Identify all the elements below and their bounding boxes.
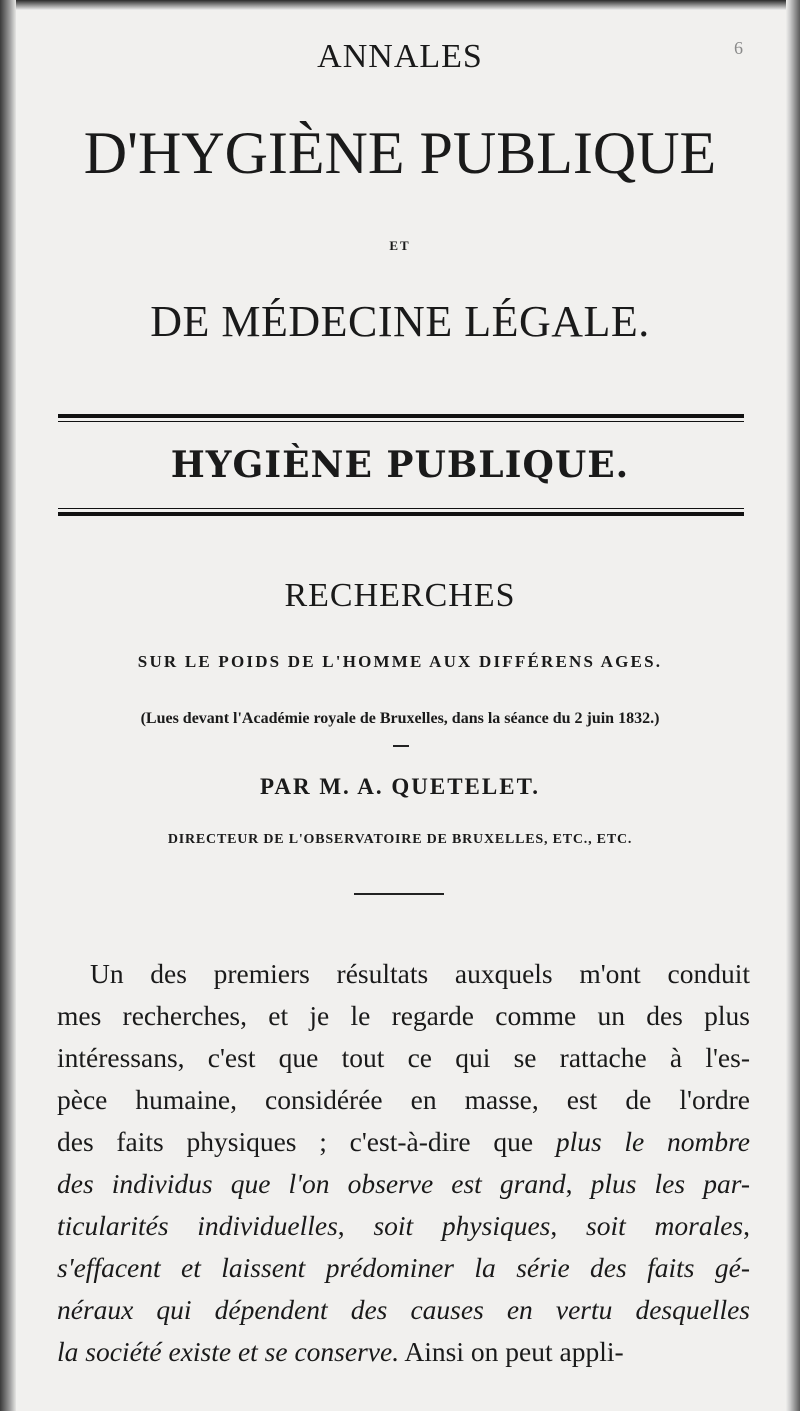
- journal-title-sub: DE MÉDECINE LÉGALE.: [150, 297, 650, 346]
- body-text-run: des faits physiques ; c'est-à-dire que: [57, 1126, 556, 1157]
- author-name: PAR M. A. QUETELET.: [260, 774, 540, 799]
- body-text-run: ,: [550, 1210, 587, 1241]
- body-line-10: [57, 1331, 750, 1373]
- journal-title-et: ET: [389, 238, 411, 253]
- body-emphasis: la société existe et se conserve.: [57, 1336, 400, 1367]
- small-dash: [393, 745, 409, 747]
- body-line-6: [57, 1163, 750, 1205]
- body-line-4: pèce humaine, considérée en masse, est de l'ordre: [57, 1084, 750, 1115]
- body-text-run: Ainsi on peut appli-: [399, 1336, 624, 1367]
- body-line-7: [57, 1205, 750, 1247]
- scan-edge-right: [786, 0, 800, 1411]
- body-text-run: ,: [337, 1210, 374, 1241]
- body-paragraph: [57, 953, 750, 1373]
- body-line-2: mes recherches, et je le regarde comme un des plus: [57, 1000, 750, 1031]
- double-rule-bottom: [58, 508, 744, 516]
- article-subtitle: SUR LE POIDS DE L'HOMME AUX DIFFÉRENS AGES.: [137, 652, 663, 671]
- page-number: 6: [734, 38, 743, 58]
- body-line-5: [57, 1121, 750, 1163]
- body-line-8: s'effacent et laissent prédominer la série des faits gé-: [57, 1252, 750, 1283]
- section-title: HYGIÈNE PUBLIQUE.: [170, 444, 630, 486]
- body-emphasis: plus les par-: [590, 1168, 750, 1199]
- double-rule-top: [58, 414, 744, 422]
- article-title: RECHERCHES: [284, 577, 516, 614]
- body-emphasis: plus le nombre: [555, 1126, 750, 1157]
- body-emphasis: soit physiques: [373, 1210, 551, 1241]
- scan-edge-left: [0, 0, 16, 1411]
- body-line-1: Un des premiers résultats auxquels m'ont conduit: [90, 958, 750, 989]
- body-text-run: ,: [565, 1168, 591, 1199]
- body-emphasis: des individus que l'on observe est grand: [57, 1168, 566, 1199]
- scan-edge-top: [0, 0, 800, 10]
- section-divider: [354, 893, 444, 895]
- body-line-9: néraux qui dépendent des causes en vertu desquelles: [57, 1294, 750, 1325]
- body-emphasis: soit morales: [586, 1210, 744, 1241]
- journal-title-main: D'HYGIÈNE PUBLIQUE: [83, 120, 717, 186]
- journal-title-top: ANNALES: [317, 38, 483, 75]
- body-line-3: intéressans, c'est que tout ce qui se rattache à l'es-: [57, 1042, 750, 1073]
- body-emphasis: ticularités individuelles: [57, 1210, 338, 1241]
- reading-note: (Lues devant l'Académie royale de Bruxelles, dans la séance du 2 juin 1832.): [140, 710, 660, 727]
- body-text-run: ,: [743, 1210, 751, 1241]
- author-role: DIRECTEUR DE L'OBSERVATOIRE DE BRUXELLES, ETC., ETC.: [167, 832, 633, 847]
